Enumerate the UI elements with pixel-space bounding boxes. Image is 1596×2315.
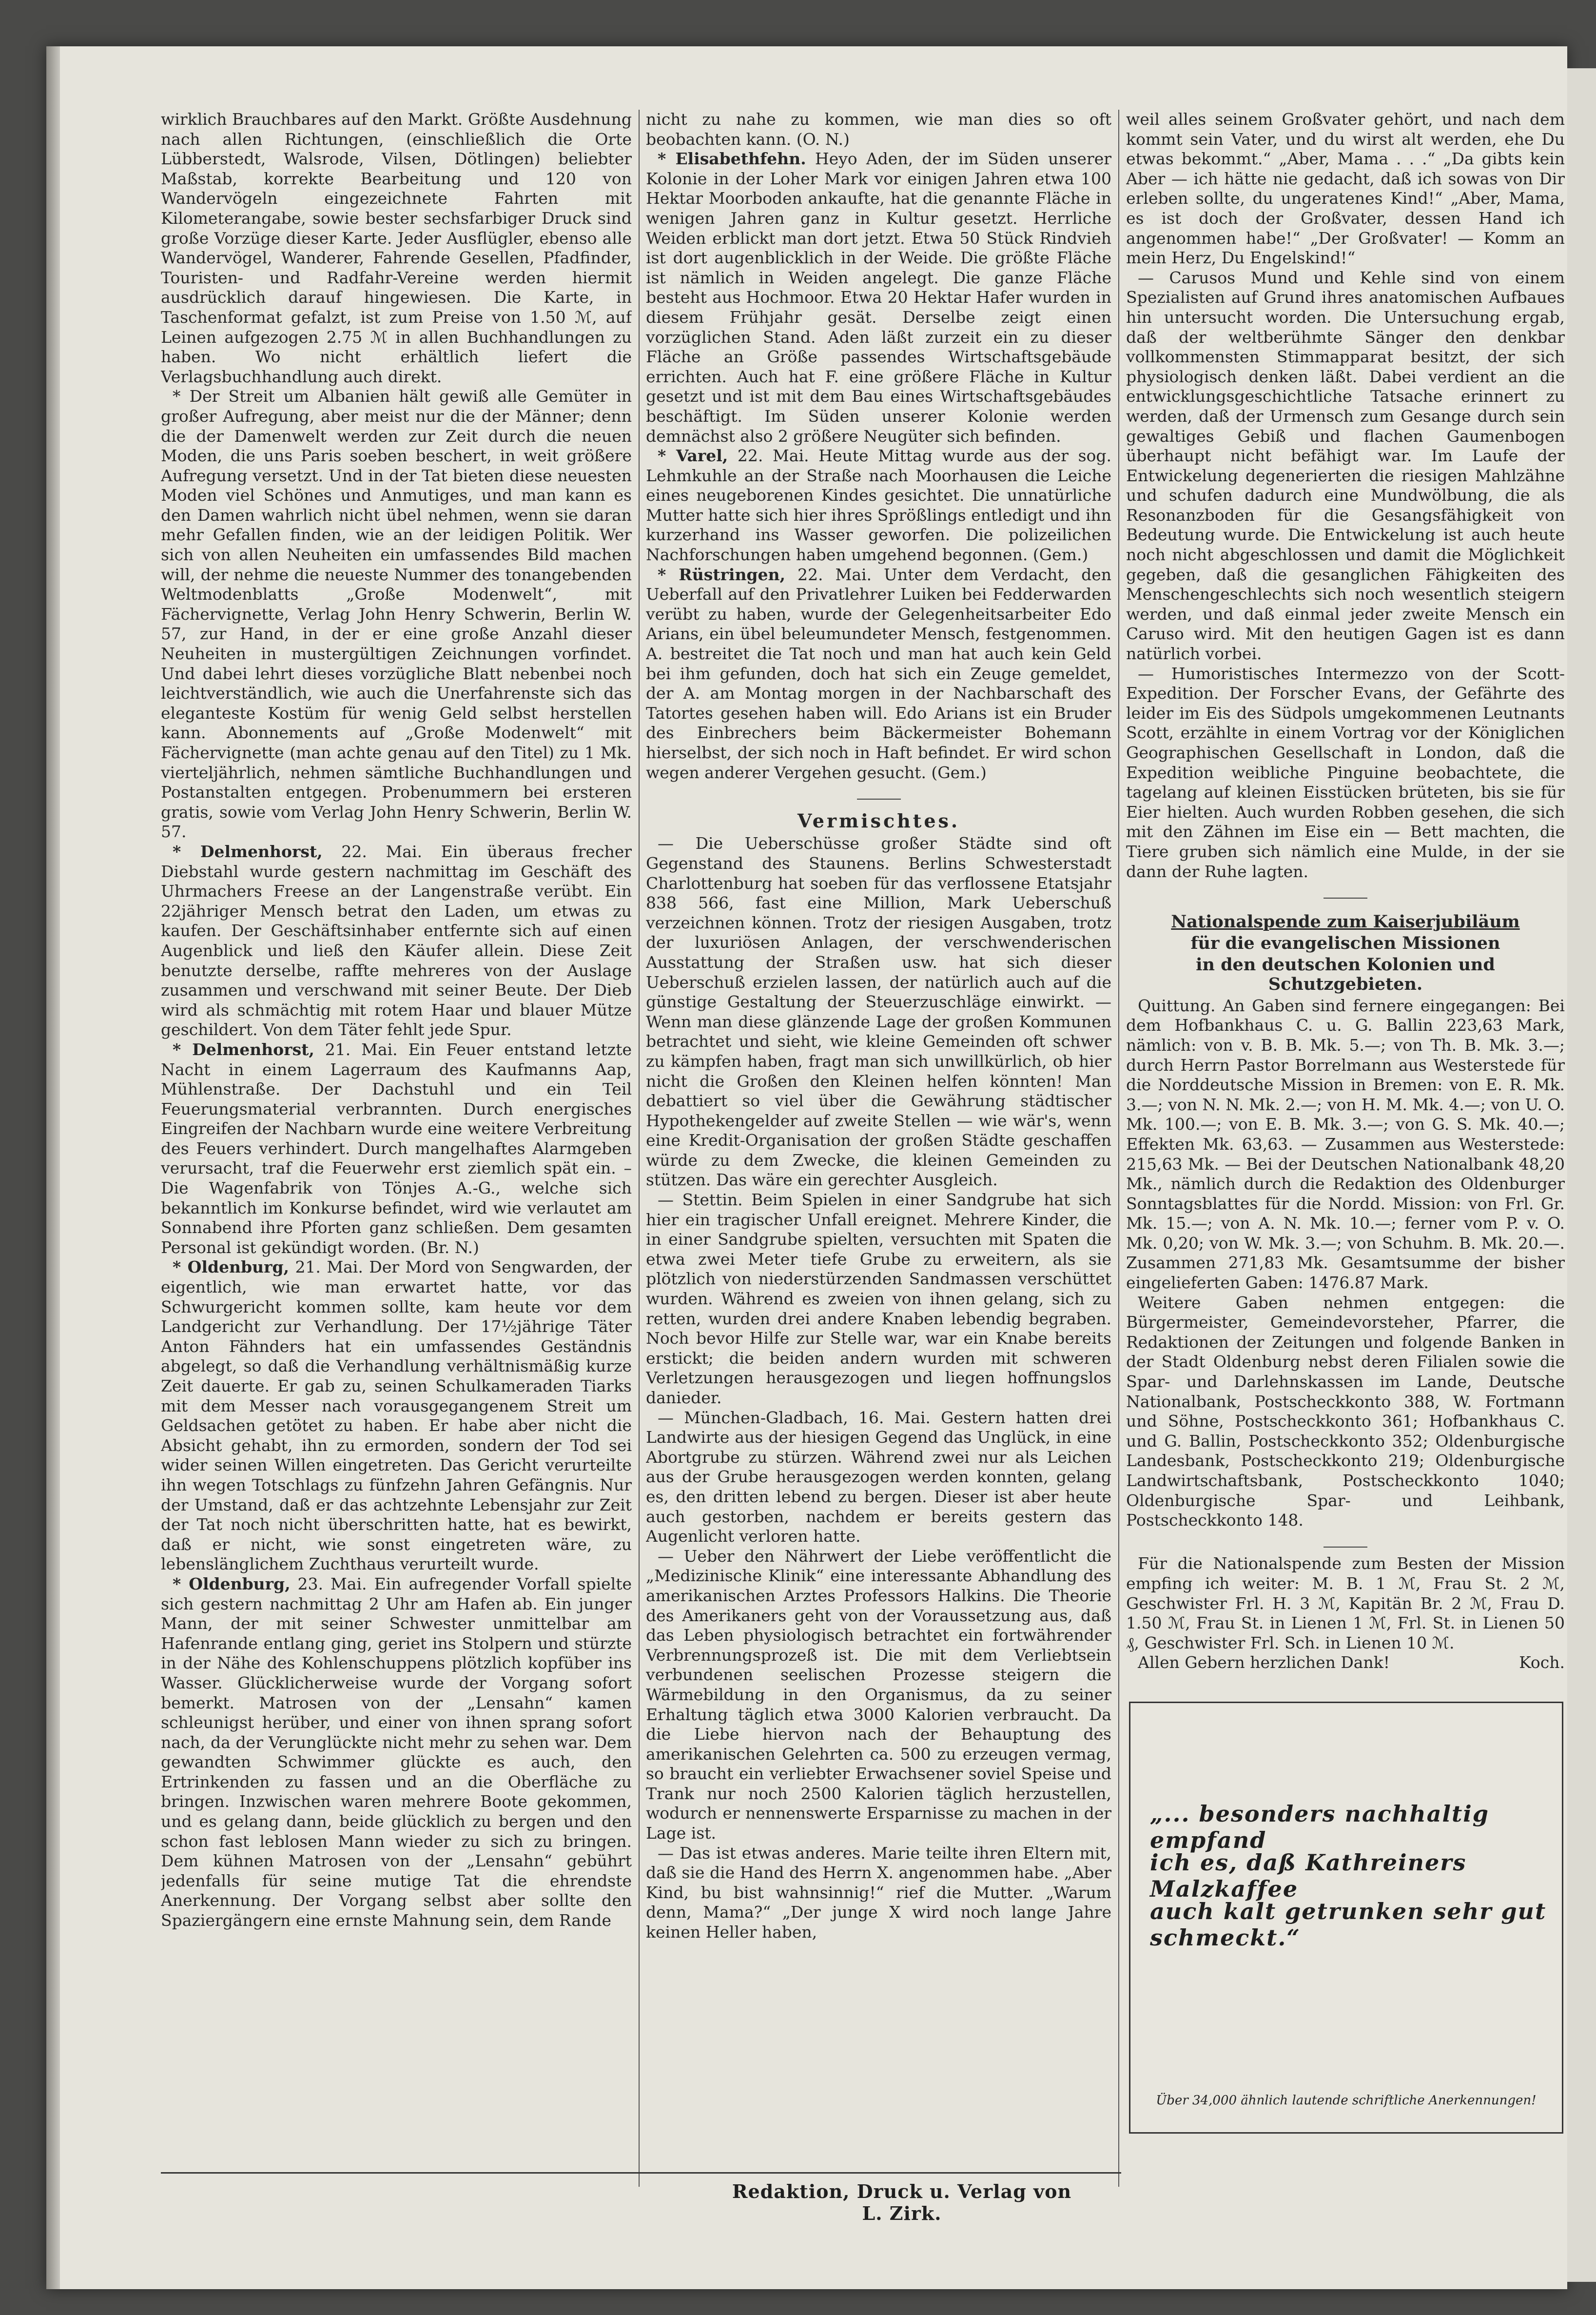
footer-rule — [161, 2172, 1121, 2174]
article-text: — Stettin. Beim Spielen in einer Sandgrube hat sich hier ein tragischer Unfall ereignet. Mehrere Kinder, die in einer Sandgrube spielten, versuchten mit Spaten die etwa zwei Meter tiefe Grube zu erweitern, als sie plötzlich von niederstürzenden Sandmassen verschüttet wurden. Während es zweien von ihnen gelang, sich zu retten, wurden drei andere Knaben lebendig begraben. Noch bevor Hilfe zur Stelle war, war ein Knabe bereits erstickt; die beiden andern wurden mit schweren Verletzungen herausgezogen und liegen hoffnungslos danieder. — [646, 1190, 1111, 1407]
donation-receipt: Quittung. An Gaben sind fernere eingegangen: Bei dem Hofbankhaus C. u. G. Ballin 223,63 Mark, nämlich: von v. B. B. Mk. 5.—; von Th. B. Mk. 3.—; durch Herrn Pastor Borrelmann aus Westerstede für die Norddeutsche Mission in Bremen: von E. R. Mk. 3.—; von N. N. Mk. 2.—; von H. M. Mk. 4.—; von U. O. Mk. 100.—; von E. B. Mk. 3.—; von G. S. Mk. 40.—; Effekten Mk. 63,63. — Zusammen aus Westerstede: 215,63 Mk. — Bei der Deutschen Nationalbank 48,20 Mk., nämlich durch die Redaktion des Oldenburger Sonntagsblattes für die Nordd. Mission: von Frl. Gr. Mk. 15.—; von A. N. Mk. 10.—; ferner vom P. v. O. Mk. 0,20; von W. Mk. 3.—; von Schuhm. B. Mk. 20.—. Zusammen 271,83 Mk. Gesamtsumme der bisher eingelieferten Gaben: 1476.87 Mark. — [1126, 996, 1565, 1293]
ad-handwriting-line-1: „... besonders nachhaltig empfand — [1150, 1801, 1489, 1853]
article-text: — Ueber den Nährwert der Liebe veröffentlicht die „Medizinische Klinik“ eine interessante Abhandlung des amerikanischen Arztes Professors Halkins. Die Theorie des Amerikaners geht von der Voraussetzung aus, daß das Leben physiologisch betrachtet ein fortwährender Verbrennungsprozeß ist. Die mit dem Verliebtsein verbundenen seelischen Prozesse steigern die Wärmebildung in den Organismus, da zu seiner Erhaltung täglich etwa 3000 Kalorien verbraucht. Da die Liebe hiervon nach der Behauptung des amerikanischen Gelehrten ca. 500 zu erzeugen vermag, so braucht ein verliebter Erwachsener soviel Speise und Trank nur noch 2500 Kalorien täglich herzustellen, wodurch er nennenswerte Ersparnisse zu machen in der Lage ist. — [646, 1546, 1111, 1843]
article-text: 22. Mai. Ein überaus frecher Diebstahl wurde gestern nachmittag im Geschäft des Uhrmachers Freese an der Langenstraße verübt. Ein 22jähriger Mensch betrat den Laden, um etwas zu kaufen. Der Geschäftsinhaber entfernte sich auf einen Augenblick und ließ den Käufer allein. Diese Zeit benutzte derselbe, raffte mehreres von der Auslage zusammen und verschwand mit seiner Beute. Der Dieb wird als schmächtig mit rotem Haar und blauer Mütze geschildert. Von dem Täter fehlt jede Spur. — [161, 842, 632, 1040]
article-text: 23. Mai. Ein aufregender Vorfall spielte sich gestern nachmittag 2 Uhr am Hafen ab. Ein junger Mann, der mit seiner Schwester unmittelbar am Hafenrande entlang ging, geriet ins Stolpern und stürzte in der Nähe des Kohlenschuppens plötzlich kopfüber ins Wasser. Glücklicherweise wurde der Vorgang sofort bemerkt. Matrosen von der „Lensahn“ kamen schleunigst herüber, und einer von ihnen sprang sofort nach, da der Verunglückte nicht mehr zu sehen war. Dem gewandten Schwimmer glückte es auch, den Ertrinkenden zu fassen und an die Oberfläche zu bringen. Inzwischen waren mehrere Boote gekommen, und es gelang dann, beide glücklich zu bergen und den schon fast leblosen Mann wieder zu sich zu bringen. Dem kühnen Matrosen von der „Lensahn“ gebührt jedenfalls für seine mutige Tat die ehrendste Anerkennung. Der Vorgang selbst aber sollte den Spaziergängern eine ernste Mahnung sein, dem Rande — [161, 1574, 632, 1930]
article-text: nicht zu nahe zu kommen, wie man dies so oft beobachten kann. (O. N.) — [646, 110, 1111, 149]
ad-footnote: Über 34,000 ähnlich lautende schriftliche Anerkennungen! — [1156, 2093, 1537, 2108]
article-paragraph — [161, 110, 632, 387]
article-paragraph — [646, 565, 1111, 783]
separator — [1126, 1532, 1565, 1552]
article-paragraph — [646, 1408, 1111, 1547]
article-text: — Die Ueberschüsse großer Städte sind oft Gegenstand des Staunens. Berlins Schwesterstadt Charlottenburg hat soeben für das verflossene Etatsjahr 838 566, fast eine Million, Mark Ueberschuß verzeichnen können. Trotz der riesigen Ausgaben, trotz der luxuriösen Anlagen, der verschwenderischen Ausstattung der Straßen usw. hat sich dieser Ueberschuß erzielen lassen, der natürlich auch auf die günstige Gestaltung der Steuerzuschläge einwirkt. — Wenn man diese glänzende Lage der großen Kommunen betrachtet und sieht, wie kleine Gemeinden oft schwer zu kämpfen haben, fragt man sich unwillkürlich, ob hier nicht die Großen den Kleinen helfen könnten! Man debattiert so viel über die Gewährung städtischer Hypothekengelder auf zweite Stellen — wie wär's, wenn eine Kredit-Organisation der großen Städte geschaffen würde zu dem Zwecke, die kleinen Gemeinden zu stützen. Das wäre ein gerechter Ausgleich. — [646, 834, 1111, 1190]
article-text: 22. Mai. Heute Mittag wurde aus der sog. Lehmkuhle an der Straße nach Moorhausen die Leiche eines neugeborenen Kindes gesichtet. Die unnatürliche Mutter hatte sich hier ihres Sprößlings entledigt und ihn kurzerhand ins Wasser geworfen. Die polizeilichen Nachforschungen haben umgehend begonnen. (Gem.) — [646, 446, 1111, 565]
article-dateline: * Rüstringen, — [658, 565, 785, 584]
column-middle — [646, 110, 1111, 2170]
column-rule-right — [1118, 110, 1119, 2187]
article-text: 21. Mai. Der Mord von Sengwarden, der eigentlich, wie man erwartet hatte, vor das Schwurgericht kommen sollte, kam heute vor dem Landgericht zur Verhandlung. Der 17½jährige Täter Anton Fähnders hat ein umfassendes Geständnis abgelegt, so daß die Verhandlung verhältnismäßig kurze Zeit dauerte. Er gab zu, seinen Schulkameraden Tiarks mit dem Messer nach vorausgegangenem Streit um Geldsachen getötet zu haben. Er habe aber nicht die Absicht gehabt, ihn zu ermorden, sondern der Tod sei wider seinen Willen eingetreten. Das Gericht verurteilte ihn wegen Totschlags zu fünfzehn Jahren Gefängnis. Nur der Umstand, daß er das achtzehnte Lebensjahr zur Zeit der Tat noch nicht überschritten hatte, hat es bewirkt, daß er nicht, wie sonst eingetreten wäre, zu lebenslänglichem Zuchthaus verurteilt wurde. — [161, 1257, 632, 1574]
article-text: 21. Mai. Ein Feuer entstand letzte Nacht in einem Lagerraum des Kaufmanns Aap, Mühlenstraße. Der Dachstuhl und ein Teil Feuerungsmaterial verbrannten. Durch energisches Eingreifen der Nachbarn wurde eine weitere Verbreitung des Feuers verhindert. Durch mangelhaftes Alarmgeben verursacht, traf die Feuerwehr erst ziemlich spät ein. – Die Wagenfabrik von Tönjes A.-G., welche sich bekanntlich im Konkurse befindet, wird wie verlautet am Sonnabend ihre Pforten ganz schließen. Dem gesamten Personal ist gekündigt worden. (Br. N.) — [161, 1040, 632, 1257]
ad-handwriting-line-2: ich es, daß Kathreiners Malzkaffee — [1150, 1849, 1467, 1902]
article-dateline: * Delmenhorst, — [173, 1040, 314, 1059]
donation-further: Weitere Gaben nehmen entgegen: die Bürgermeister, Gemeindevorsteher, Pfarrer, die Redaktionen der Zeitungen und folgende Banken in der Stadt Oldenburg nebst deren Filialen sowie die Spar- und Darlehnskassen im Lande, Deutsche Nationalbank, Postscheckkonto 388, W. Fortmann und Söhne, Postscheckkonto 361; Hofbankhaus C. und G. Ballin, Postscheckkonto 352; Oldenburgische Landesbank, Postscheckkonto 219; Oldenburgische Landwirtschaftsbank, Postscheckkonto 1040; Oldenburgische Spar- und Leihbank, Postscheckkonto 148. — [1126, 1293, 1565, 1530]
separator — [1126, 883, 1565, 903]
article-dateline: * Elisabethfehn. — [658, 149, 806, 169]
article-paragraph — [646, 110, 1111, 149]
article-text: — Das ist etwas anderes. Marie teilte ihren Eltern mit, daß sie die Hand des Herrn X. angenommen habe. „Aber Kind, bu bist wahnsinnig!“ rief die Mutter. „Warum denn, Mama?“ „Der junge X wird noch lange Jahre keinen Heller haben, — [646, 1843, 1111, 1942]
article-dateline: * Oldenburg, — [173, 1257, 290, 1277]
article-paragraph — [1126, 110, 1565, 268]
article-paragraph — [161, 387, 632, 842]
column-left — [161, 110, 632, 2170]
ad-handwriting-line-3: auch kalt getrunken sehr gut schmeckt.“ — [1150, 1898, 1547, 1951]
article-text: 22. Mai. Unter dem Verdacht, den Ueberfall auf den Privatlehrer Luiken bei Fedderwarden verübt zu haben, wurde der Gelegenheitsarbeiter Edo Arians, ein übel beleumundeter Mensch, festgenommen. A. bestreitet die Tat noch und man hat auch kein Geld bei ihm gefunden, doch hat sich ein Zeuge gemeldet, der A. am Montag morgen in der Nachbarschaft des Tatortes gesehen haben will. Edo Arians ist ein Bruder des Einbrechers beim Bäckermeister Bohemann hierselbst, der sich noch in Haft befindet. Er wird schon wegen anderer Vergehen gesucht. (Gem.) — [646, 565, 1111, 782]
article-paragraph — [161, 1574, 632, 1931]
article-paragraph — [161, 1257, 632, 1574]
article-text: — Carusos Mund und Kehle sind von einem Spezialisten auf Grund ihres anatomischen Aufbaues hin untersucht worden. Die Untersuchung ergab, daß der weltberühmte Sänger den denkbar vollkommensten Stimmapparat besitzt, der sich physiologisch denken läßt. Dabei verdient an die entwicklungsgeschichtliche Tatsache erinnert zu werden, daß der Urmensch zum Gesange durch sein gewaltiges Gebiß und flachen Gaumenbogen überhaupt nicht befähigt war. Im Laufe der Entwickelung degenerierten die riesigen Mahlzähne und schufen dadurch eine Mundwölbung, die als Resonanzboden für die Gesangsfähigkeit von Bedeutung wurde. Die Entwickelung ist auch heute noch nicht abgeschlossen und damit die Möglichkeit gegeben, daß die gesanglichen Fähigkeiten des Menschengeschlechts sich noch wesentlich steigern werden, und daß einmal jeder zweite Mensch ein Caruso wird. Mit den heutigen Gagen ist es dann natürlich vorbei. — [1126, 268, 1565, 664]
article-paragraph — [646, 149, 1111, 446]
article-paragraph — [646, 446, 1111, 565]
article-text: weil alles seinem Großvater gehört, und nach dem kommt sein Vater, und du wirst alt werden, ehe Du etwas bekommt.“ „Aber, Mama . . .“ „Da gibts kein Aber — ich hätte nie gedacht, daß ich sowas von Dir erleben sollte, du ungeratenes Kind!“ „Aber, Mama, es ist doch der Großvater, dessen Hand ich angenommen habe!“ „Der Großvater! — Komm an mein Herz, Du Engelskind!“ — [1126, 110, 1565, 268]
article-text: wirklich Brauchbares auf den Markt. Größte Ausdehnung nach allen Richtungen, (einschließlich die Orte Lübberstedt, Walsrode, Vilsen, Dötlingen) beliebter Maßstab, korrekte Bearbeitung und 120 von Wandervögeln eingezeichnete Fahrten mit Kilometerangabe, sowie bester sechsfarbiger Druck sind große Vorzüge dieser Karte. Jeder Ausflügler, ebenso alle Wandervögel, Wanderer, Fahrende Gesellen, Pfadfinder, Touristen- und Radfahr-Vereine werden hiermit ausdrücklich darauf hingewiesen. Die Karte, in Taschenformat gefalzt, ist zum Preise von 1.50 ℳ, auf Leinen aufgezogen 2.75 ℳ in allen Buchhandlungen zu haben. Wo nicht erhältlich liefert die Verlagsbuchhandlung auch direkt. — [161, 110, 632, 386]
donation-title-3: in den deutschen Kolonien und Schutzgebieten. — [1196, 954, 1495, 994]
article-paragraph — [1126, 268, 1565, 664]
article-text: Heyo Aden, der im Süden unserer Kolonie in der Loher Mark vor einigen Jahren etwa 100 Hektar Moorboden ankaufte, hat die genannte Fläche in wenigen Jahren ganz in Kultur gesetzt. Herrliche Weiden erblickt man dort jetzt. Etwa 50 Stück Rindvieh ist dort augenblicklich in der Weide. Die größte Fläche ist nämlich in Weiden angelegt. Die ganze Fläche besteht aus Hochmoor. Etwa 20 Hektar Hafer wurden in diesem Frühjahr gesät. Derselbe zeigt einen vorzüglichen Stand. Aden läßt zurzeit ein zu dieser Fläche an Größe passendes Wirtschaftsgebäude errichten. Auch hat F. eine größere Fläche in Kultur gesetzt und ist mit dem Bau eines Wirtschaftsgebäudes beschäftigt. Im Süden unserer Kolonie werden demnächst also 2 größere Neugüter sich befinden. — [646, 149, 1111, 446]
section-heading: Vermischtes. — [797, 809, 960, 832]
next-page-edge — [1567, 68, 1596, 2282]
donation-title-2: für die evangelischen Missionen — [1190, 933, 1500, 953]
closing-thanks: Allen Gebern herzlichen Dank! — [1138, 1653, 1390, 1672]
article-paragraph — [646, 834, 1111, 1190]
page-binding-edge — [46, 46, 60, 2289]
donation-title-1: Nationalspende zum Kaiserjubiläum — [1171, 911, 1520, 932]
closing-signature: Koch. — [1519, 1653, 1565, 1672]
column-rule-left — [639, 110, 640, 2187]
right-articles — [1126, 110, 1565, 882]
article-paragraph — [646, 1190, 1111, 1408]
article-dateline: * Oldenburg, — [173, 1574, 291, 1593]
article-text: * Der Streit um Albanien hält gewiß alle Gemüter in großer Aufregung, aber meist nur die der Männer; denn die der Damenwelt werden zur Zeit durch die neuen Moden, die uns Paris soeben beschert, in weit größere Aufregung versetzt. Und in der Tat bieten diese neuesten Moden viel Schönes und Anmutiges, und man kann es den Damen wahrlich nicht übel nehmen, wenn sie daran mehr Gefallen finden, wie an der leidigen Politik. Wer sich von allen Neuheiten ein umfassendes Bild machen will, der nehme die neueste Nummer des tonangebenden Weltmodenblatts „Große Modenwelt“, mit Fächervignette, Verlag John Henry Schwerin, Berlin W. 57, zur Hand, in der er eine große Anzahl dieser Neuheiten in mustergültigen Zeichnungen vorfindet. Und dabei lehrt dieses vorzügliche Blatt nebenbei noch leichtverständlich, wie auch die Unerfahrenste sich das eleganteste Kostüm für wenig Geld selbst herstellen kann. Abonnements auf „Große Modenwelt“ mit Fächervignette (man achte genau auf den Titel) zu 1 Mk. vierteljährlich, nehmen sämtliche Buchhandlungen und Postanstalten entgegen. Probenummern bei ersteren gratis, sowie vom Verlag John Henry Schwerin, Berlin W. 57. — [161, 387, 632, 842]
separator — [646, 785, 1111, 804]
article-dateline: * Delmenhorst, — [173, 842, 323, 861]
article-paragraph — [161, 1040, 632, 1258]
imprint: Redaktion, Druck u. Verlag von L. Zirk. — [732, 2180, 1072, 2224]
malzkaffee-advertisement — [1129, 1702, 1563, 2134]
column-right — [1126, 110, 1565, 1772]
closing-line — [1126, 1653, 1565, 1673]
article-paragraph — [646, 1547, 1111, 1844]
article-paragraph — [161, 842, 632, 1040]
article-dateline: * Varel, — [658, 446, 728, 466]
article-paragraph — [1126, 664, 1565, 882]
article-text: — Humoristisches Intermezzo von der Scott-Expedition. Der Forscher Evans, der Gefährte des leider im Eis des Südpols umgekommenen Leutnants Scott, erzählte in einem Vortrag vor der Königlichen Geographischen Gesellschaft in London, daß die Expedition weibliche Pinguine beobachtete, die tagelang auf kleinen Eisstücken brüteten, bis sie für Eier hielten. Auch wurden Robben gesehen, die sich mit den Zähnen im Eise ein — Bett machten, die Tiere gruben sich nämlich eine Mulde, in der sie dann der Ruhe lagten. — [1126, 664, 1565, 881]
article-text: — München-Gladbach, 16. Mai. Gestern hatten drei Landwirte aus der hiesigen Gegend das Unglück, in eine Abortgrube zu stürzen. Während zwei nur als Leichen aus der Grube herausgezogen werden konnten, gelang es, den dritten lebend zu bergen. Dieser ist aber heute auch gestorben, nachdem er bereits gestern das Augenlicht verloren hatte. — [646, 1408, 1111, 1546]
mission-donations: Für die Nationalspende zum Besten der Mission empfing ich weiter: M. B. 1 ℳ, Frau St. 2 ℳ, Geschwister Frl. H. 3 ℳ, Kapitän Br. 2 ℳ, Frau D. 1.50 ℳ, Frau St. in Lienen 1 ℳ, Frl. St. in Lienen 50 ₰, Geschwister Frl. Sch. in Lienen 10 ℳ. — [1126, 1554, 1565, 1652]
article-paragraph — [646, 1844, 1111, 1942]
